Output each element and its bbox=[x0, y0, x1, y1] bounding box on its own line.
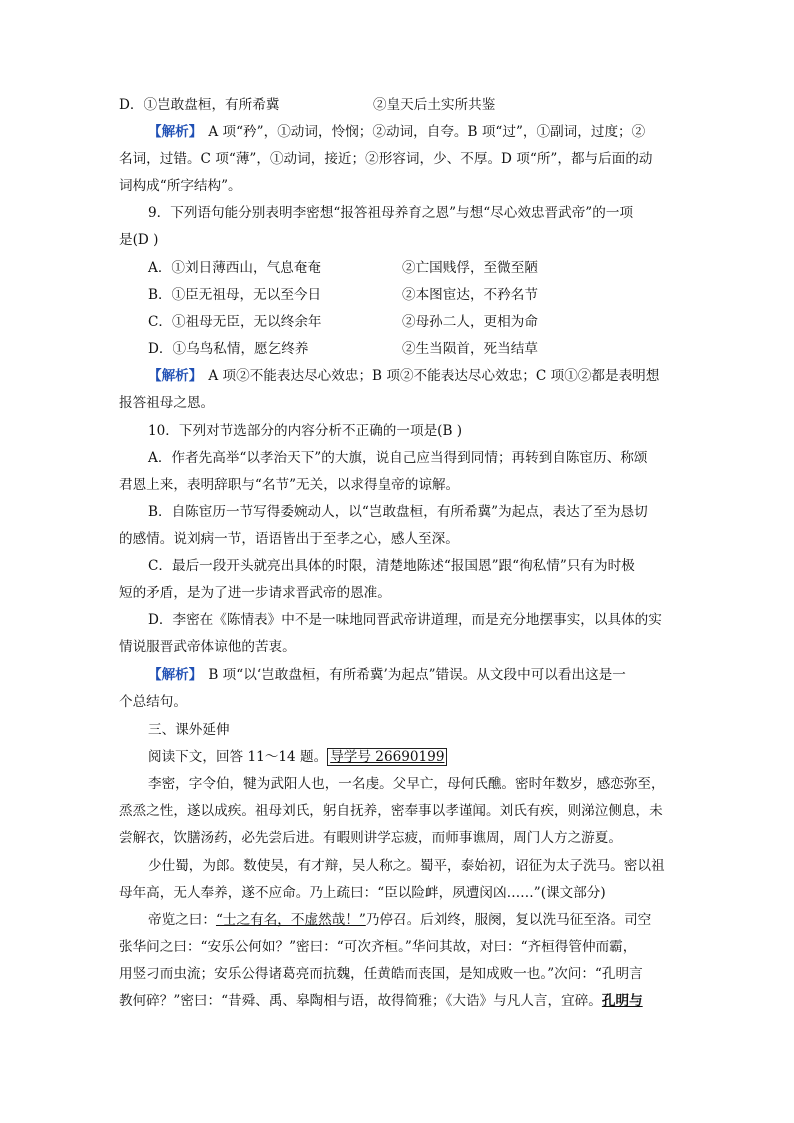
analysis-label: 【解析】 bbox=[148, 368, 203, 384]
underlined-quote: “士之有名，不虚然哉！” bbox=[215, 912, 366, 928]
underlined-phrase: 孔明与 bbox=[601, 993, 643, 1009]
q10-option-d: D．李密在《陈情表》中不是一味地同晋武帝讲道理，而是充分地摆事实，以具体的实 bbox=[148, 612, 662, 628]
text-line: 短的矛盾，是为了进一步请求晋武帝的恩准。 bbox=[119, 585, 391, 601]
passage-line: 教何碎？”密曰：“昔舜、禹、皋陶相与语，故得简雅；《大诰》与凡人言，宜碎。孔明与 bbox=[119, 993, 643, 1009]
q9-stem: 9．下列语句能分别表明李密想“报答祖母养育之恩”与想“尽心效忠晋武帝”的一项 bbox=[148, 205, 634, 221]
q10-analysis: 【解析】 B 项“以‘岂敢盘桓，有所希冀’为起点”错误。从文段中可以看出这是一 bbox=[148, 667, 626, 683]
text-line: 情说服晋武帝体谅他的苦衷。 bbox=[119, 639, 296, 655]
text-line: 的感情。说刘病一节，语语皆出于至孝之心，感人至深。 bbox=[119, 531, 459, 547]
q10-option-b: B．自陈宦历一节写得委婉动人，以“岂敢盘桓，有所希冀”为起点，表达了至为恳切 bbox=[148, 504, 648, 520]
q9-option-d: D．①乌鸟私情，愿乞终养 ②生当陨首，死当结草 bbox=[148, 341, 538, 357]
reading-intro: 阅读下文，回答 11～14 题。 导学号 26690199 bbox=[148, 748, 708, 766]
passage-line: 张华问之曰：“安乐公何如？”密曰：“可次齐桓。”华问其故，对曰：“齐桓得管仲而霸， bbox=[119, 939, 637, 955]
passage-line: 用竖刁而虫流；安乐公得诸葛亮而抗魏，任黄皓而丧国，是知成败一也。”次问：“孔明言 bbox=[119, 966, 643, 982]
passage-line: 帝览之曰：“士之有名，不虚然哉！”乃停召。后刘终，服阕，复以洗马征至洛。司空 bbox=[148, 912, 652, 928]
text-line: 词构成“所字结构”。 bbox=[119, 178, 242, 194]
analysis-label: 【解析】 bbox=[148, 667, 203, 683]
q9-option-b: B．①臣无祖母，无以至今日 ②本图宦达，不矜名节 bbox=[148, 287, 538, 303]
q9-option-c: C．①祖母无臣，无以终余年 ②母孙二人，更相为命 bbox=[148, 314, 538, 330]
analysis-label: 【解析】 bbox=[148, 124, 203, 140]
guide-number[interactable]: 导学号 26690199 bbox=[327, 748, 447, 766]
q9-option-a: A．①刘日薄西山，气息奄奄 ②亡国贱俘，至微至陋 bbox=[148, 260, 538, 276]
q10-stem: 10．下列对节选部分的内容分析不正确的一项是(B ) bbox=[148, 423, 463, 439]
section-heading: 三、课外延伸 bbox=[148, 722, 230, 738]
q9-analysis: 【解析】 A 项②不能表达尽心效忠；B 项②不能表达尽心效忠；C 项①②都是表明想 bbox=[148, 368, 660, 384]
q10-option-a: A．作者先高举“以孝治天下”的大旗，说自己应当得到同情；再转到自陈宦历、称颂 bbox=[148, 450, 648, 466]
q8-analysis: 【解析】 A 项“矜”，①动词，怜悯；②动词，自夸。B 项“过”，①副词，过度；② bbox=[148, 124, 646, 140]
passage-line: 尝解衣，饮膳汤药，必先尝后进。有暇则讲学忘疲，而师事谯周，周门人方之游夏。 bbox=[119, 830, 622, 846]
q10-option-c: C．最后一段开头就亮出具体的时限，清楚地陈述“报国恩”跟“徇私情”只有为时极 bbox=[148, 558, 635, 574]
passage-line: 少仕蜀，为郎。数使吴，有才辩，吴人称之。蜀平，泰始初，诏征为太子洗马。密以祖 bbox=[148, 858, 665, 874]
q8-option-d: D．①岂敢盘桓，有所希冀 ②皇天后土实所共鉴 bbox=[119, 97, 496, 113]
text-line: 是(D ) bbox=[119, 232, 159, 248]
passage-line: 烝烝之性，遂以成疾。祖母刘氏，躬自抚养，密奉事以孝谨闻。刘氏有疾，则涕泣侧息，未 bbox=[119, 803, 663, 819]
text-line: 君恩上来，表明辞职与“名节”无关，以求得皇帝的谅解。 bbox=[119, 477, 460, 493]
passage-line: 李密，字令伯，犍为武阳人也，一名虔。父早亡，母何氏醮。密时年数岁，感恋弥至， bbox=[148, 776, 665, 792]
text-line: 个总结句。 bbox=[119, 694, 187, 710]
passage-line: 母年高，无人奉养，遂不应命。乃上疏曰：“臣以险衅，夙遭闵凶……”(课文部分) bbox=[119, 885, 606, 901]
text-line: 报答祖母之恩。 bbox=[119, 395, 215, 411]
text-line: 名词，过错。C 项“薄”，①动词，接近；②形容词，少、不厚。D 项“所”，都与后面的动 bbox=[119, 151, 653, 167]
